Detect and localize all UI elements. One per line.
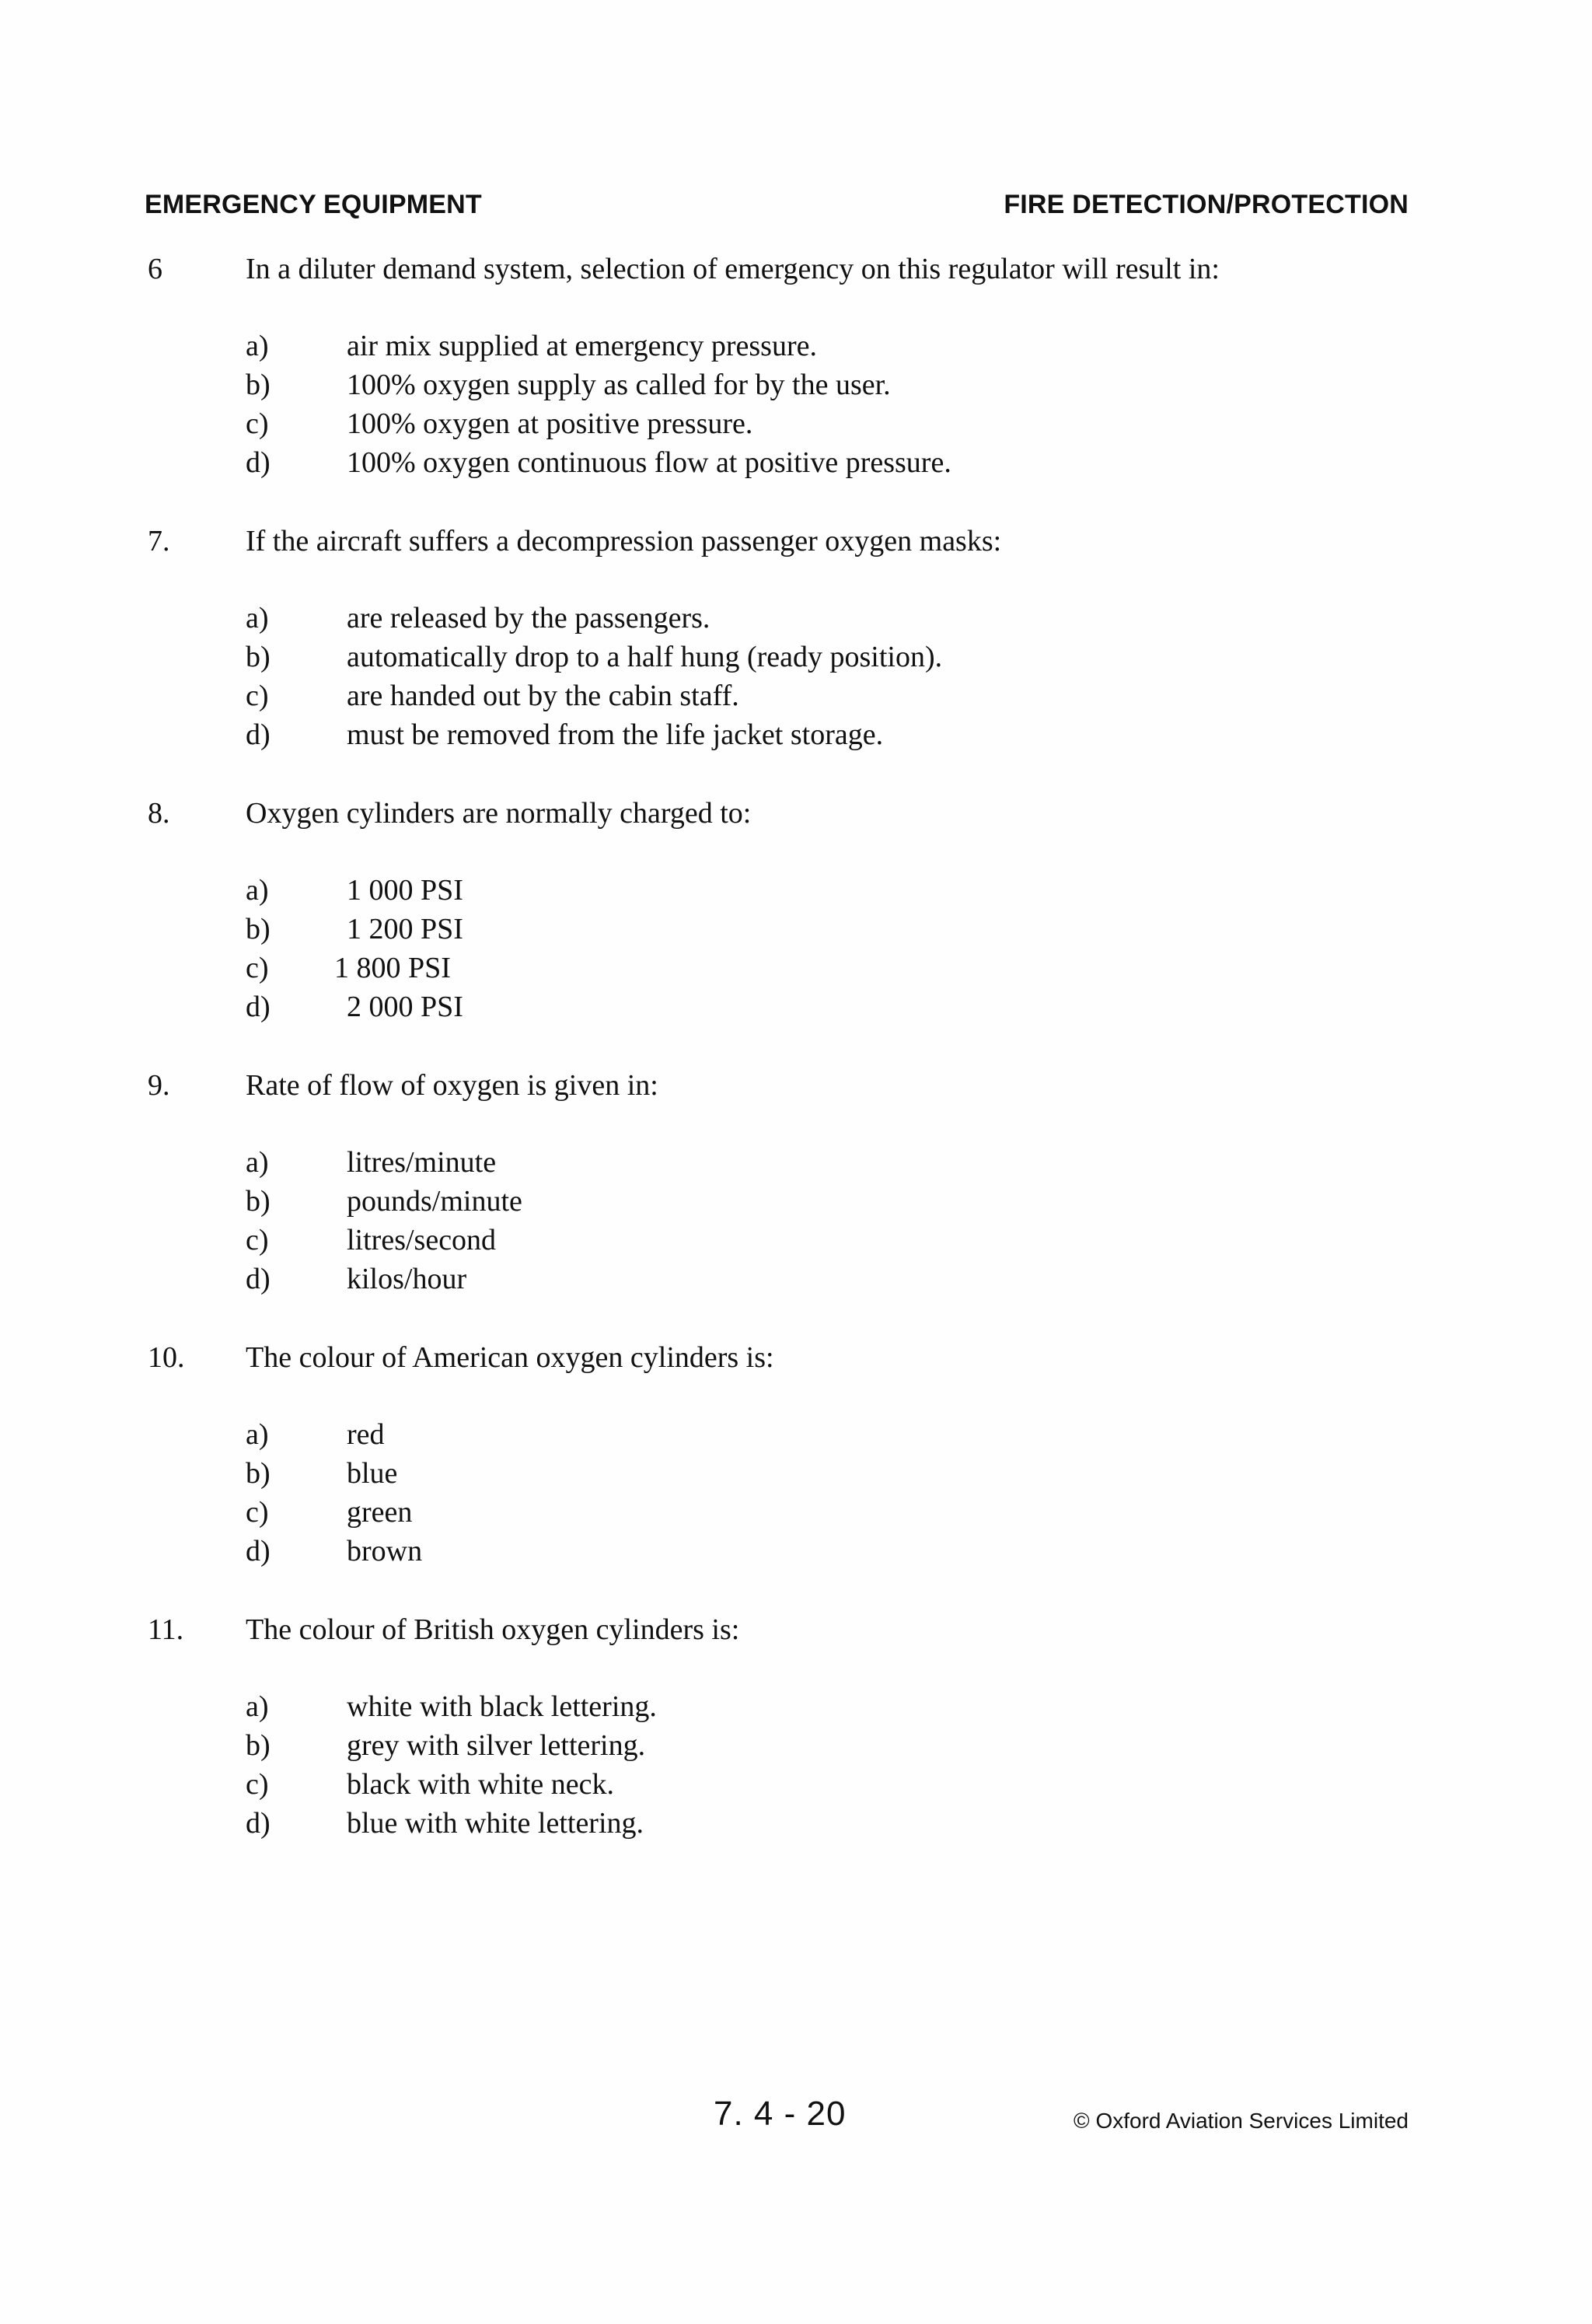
option-list [0,1143,1592,1298]
option-a [0,1687,1592,1726]
option-text: litres/minute [347,1146,497,1179]
option-letter: b) [246,369,271,401]
question-number: 11. [148,1613,184,1646]
option-a [0,1143,1592,1182]
option-d [0,987,1592,1026]
option-c [0,1493,1592,1532]
option-letter: a) [246,1690,269,1723]
option-text: 100% oxygen at positive pressure. [347,407,753,440]
option-text: grey with silver lettering. [347,1729,646,1762]
option-letter: b) [246,1457,271,1490]
option-b [0,910,1592,949]
option-letter: d) [246,1807,271,1840]
question-number: 7. [148,525,170,557]
option-letter: c) [246,407,269,440]
option-b [0,638,1592,676]
page-number: 7. 4 - 20 [714,2095,847,2133]
option-text: automatically drop to a half hung (ready position). [347,641,943,673]
question-number: 10. [148,1341,185,1374]
option-letter: d) [246,991,271,1023]
option-b [0,365,1592,404]
option-text: are handed out by the cabin staff. [347,680,739,712]
question-number: 9. [148,1069,170,1102]
question-text: The colour of British oxygen cylinders is: [246,1613,740,1646]
option-letter: b) [246,1185,271,1218]
option-letter: a) [246,1418,269,1451]
question-text: If the aircraft suffers a decompression passenger oxygen masks: [246,525,1002,557]
option-text: 100% oxygen supply as called for by the user. [347,369,891,401]
option-letter: c) [246,1224,269,1256]
option-letter: d) [246,446,271,479]
option-c [0,1221,1592,1260]
option-a [0,1415,1592,1454]
option-text: red [347,1418,385,1451]
copyright-notice: © Oxford Aviation Services Limited [1074,2109,1409,2133]
option-letter: b) [246,641,271,673]
option-d [0,1260,1592,1298]
option-text: 2 000 PSI [347,991,463,1023]
question-number: 8. [148,797,170,830]
option-letter: c) [246,680,269,712]
option-text: air mix supplied at emergency pressure. [347,330,817,362]
option-c [0,676,1592,715]
option-letter: c) [246,1496,269,1529]
header-chapter-title: FIRE DETECTION/PROTECTION [1004,190,1409,219]
question-number: 6 [148,253,162,285]
option-text: green [347,1496,413,1529]
option-list [0,1687,1592,1843]
option-a [0,871,1592,910]
option-d [0,1804,1592,1843]
option-letter: c) [246,952,269,984]
option-text: 1 800 PSI [334,952,451,984]
option-letter: a) [246,602,269,634]
option-list [0,327,1592,482]
option-text: brown [347,1535,423,1567]
question-text: Oxygen cylinders are normally charged to: [246,797,752,830]
option-text: litres/second [347,1224,497,1256]
option-d [0,715,1592,754]
header-section-title: EMERGENCY EQUIPMENT [145,190,482,219]
option-letter: d) [246,1535,271,1567]
option-list [0,1415,1592,1571]
option-b [0,1726,1592,1765]
option-text: 1 000 PSI [347,874,463,907]
option-text: blue [347,1457,398,1490]
option-b [0,1182,1592,1221]
option-letter: a) [246,330,269,362]
option-c [0,404,1592,443]
option-text: are released by the passengers. [347,602,710,634]
option-b [0,1454,1592,1493]
option-c [0,949,1592,987]
option-text: 1 200 PSI [347,913,463,945]
option-text: black with white neck. [347,1768,615,1801]
option-list [0,599,1592,754]
option-text: pounds/minute [347,1185,522,1218]
option-d [0,1532,1592,1571]
option-letter: c) [246,1768,269,1801]
option-letter: a) [246,1146,269,1179]
option-text: kilos/hour [347,1263,467,1295]
option-letter: a) [246,874,269,907]
option-a [0,599,1592,638]
option-c [0,1765,1592,1804]
option-d [0,443,1592,482]
option-text: 100% oxygen continuous flow at positive pressure. [347,446,951,479]
option-letter: d) [246,718,271,751]
question-text: The colour of American oxygen cylinders is: [246,1341,774,1374]
question-text: Rate of flow of oxygen is given in: [246,1069,658,1102]
option-letter: d) [246,1263,271,1295]
option-list [0,871,1592,1026]
option-letter: b) [246,1729,271,1762]
option-letter: b) [246,913,271,945]
option-text: must be removed from the life jacket storage. [347,718,884,751]
option-text: white with black lettering. [347,1690,657,1723]
question-text: In a diluter demand system, selection of emergency on this regulator will result in: [246,253,1220,285]
option-text: blue with white lettering. [347,1807,644,1840]
option-a [0,327,1592,365]
